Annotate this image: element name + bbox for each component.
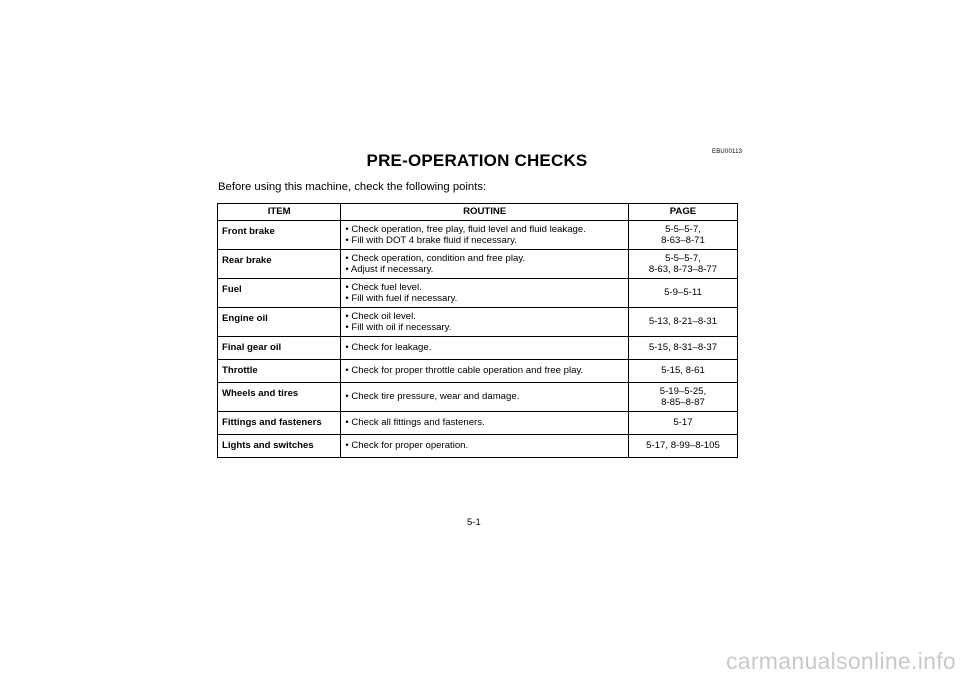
routine-line: • Check for leakage. xyxy=(345,342,432,354)
page-ref: 5-9–5-11 xyxy=(664,287,702,299)
watermark: carmanualsonline.info xyxy=(725,648,956,674)
routine-line: • Fill with oil if necessary. xyxy=(345,322,452,333)
item-cell: Front brake xyxy=(218,221,341,250)
routine-line: • Adjust if necessary. xyxy=(345,264,434,275)
page-ref: 5-15, 8-31–8-37 xyxy=(648,342,718,354)
item-cell: Wheels and tires xyxy=(218,383,341,412)
routine-line: • Fill with DOT 4 brake fluid if necessary. xyxy=(345,235,517,246)
routine-cell xyxy=(341,308,629,337)
item-cell: Rear brake xyxy=(218,250,341,279)
item-cell: Fittings and fasteners xyxy=(218,412,341,435)
page-ref: 8-63, 8-73–8-77 xyxy=(648,264,718,275)
page-cell xyxy=(628,250,737,279)
routine-line: • Check tire pressure, wear and damage. xyxy=(345,391,520,403)
page-number: 5-1 xyxy=(467,517,481,528)
header-item: ITEM xyxy=(218,204,341,221)
page-ref: 5-5–5-7, xyxy=(665,252,701,264)
table-header-row xyxy=(218,204,738,221)
page-ref: 5-13, 8-21–8-31 xyxy=(648,316,718,328)
table-row xyxy=(218,360,738,383)
item-cell: Final gear oil xyxy=(218,337,341,360)
page-title: PRE-OPERATION CHECKS xyxy=(366,151,588,170)
table-row xyxy=(218,221,738,250)
page-cell xyxy=(628,308,737,337)
table-row xyxy=(218,412,738,435)
page-cell xyxy=(628,279,737,308)
routine-cell xyxy=(341,250,629,279)
routine-line: • Check oil level. xyxy=(345,310,416,322)
header-routine: ROUTINE xyxy=(341,204,629,221)
header-page: PAGE xyxy=(628,204,737,221)
routine-line: • Check operation, condition and free play. xyxy=(345,252,526,264)
item-cell: Lights and switches xyxy=(218,435,341,458)
page-ref: 8-85–8-87 xyxy=(661,397,705,408)
routine-cell xyxy=(341,360,629,383)
routine-line: • Check fuel level. xyxy=(345,281,422,293)
document-code: EBU00113 xyxy=(712,149,743,155)
table-row xyxy=(218,279,738,308)
page-ref: 5-19–5-25, xyxy=(659,385,707,397)
page-cell xyxy=(628,412,737,435)
item-cell: Throttle xyxy=(218,360,341,383)
page-cell xyxy=(628,435,737,458)
routine-cell xyxy=(341,383,629,412)
intro-text: Before using this machine, check the following points: xyxy=(218,181,487,193)
table-row xyxy=(218,383,738,412)
routine-line: • Fill with fuel if necessary. xyxy=(345,293,458,304)
routine-line: • Check for proper throttle cable operation and free play. xyxy=(345,365,584,377)
routine-cell xyxy=(341,435,629,458)
routine-cell xyxy=(341,412,629,435)
page-cell xyxy=(628,360,737,383)
page-ref: 5-5–5-7, xyxy=(665,223,701,235)
page-ref: 5-17 xyxy=(673,417,693,429)
item-cell: Engine oil xyxy=(218,308,341,337)
routine-line: • Check operation, free play, fluid level and fluid leakage. xyxy=(345,223,586,235)
page-cell xyxy=(628,337,737,360)
routine-line: • Check for proper operation. xyxy=(345,440,469,452)
routine-cell xyxy=(341,279,629,308)
item-cell: Fuel xyxy=(218,279,341,308)
routine-line: • Check all fittings and fasteners. xyxy=(345,417,485,429)
table-row xyxy=(218,250,738,279)
page-ref: 8-63–8-71 xyxy=(661,235,705,246)
table-row xyxy=(218,308,738,337)
table-row xyxy=(218,337,738,360)
routine-cell xyxy=(341,221,629,250)
page-cell xyxy=(628,383,737,412)
table-row xyxy=(218,435,738,458)
routine-cell xyxy=(341,337,629,360)
pre-operation-checks-table xyxy=(217,203,738,458)
page-cell xyxy=(628,221,737,250)
page-ref: 5-17, 8-99–8-105 xyxy=(646,440,720,452)
page-ref: 5-15, 8-61 xyxy=(661,365,705,377)
